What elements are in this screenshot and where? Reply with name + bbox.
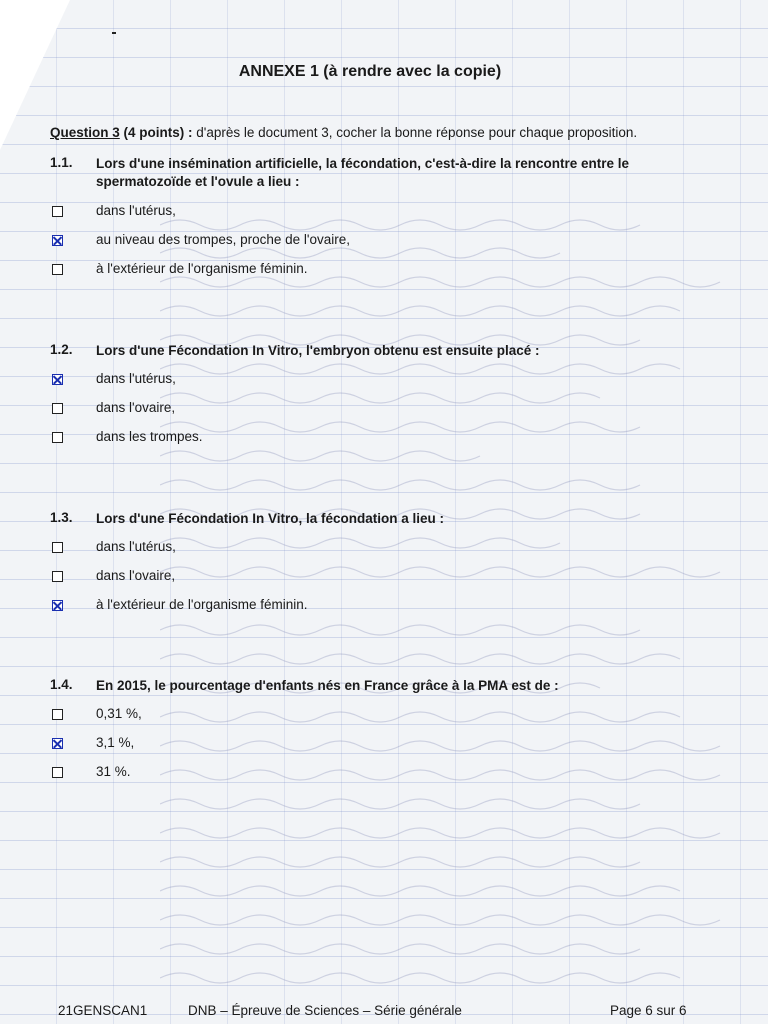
item-number: 1.2. (50, 342, 73, 357)
checkbox[interactable] (52, 767, 63, 778)
question-points: (4 points) : (123, 125, 193, 140)
checkbox-checked[interactable] (52, 235, 63, 246)
footer-exam: DNB – Épreuve de Sciences – Série générale (188, 1003, 462, 1018)
checkbox[interactable] (52, 264, 63, 275)
stray-mark (112, 32, 116, 34)
option-label: 0,31 %, (96, 706, 142, 721)
item-number: 1.3. (50, 510, 73, 525)
option-label: dans les trompes. (96, 429, 203, 444)
checkbox[interactable] (52, 571, 63, 582)
option-label: dans l'ovaire, (96, 568, 176, 583)
question-label: Question 3 (50, 125, 120, 140)
option-label: à l'extérieur de l'organisme féminin. (96, 597, 308, 612)
item-number: 1.1. (50, 155, 73, 170)
option-label: dans l'ovaire, (96, 400, 176, 415)
question-instruction: d'après le document 3, cocher la bonne réponse pour chaque proposition. (196, 125, 638, 140)
checkbox-checked[interactable] (52, 600, 63, 611)
annex-title: ANNEXE 1 (à rendre avec la copie) (238, 63, 502, 80)
item-question: Lors d'une insémination artificielle, la fécondation, c'est-à-dire la rencontre entre le spermatozoïde et l'ovule a lieu : (96, 156, 630, 189)
checkbox-checked[interactable] (52, 738, 63, 749)
footer-code: 21GENSCAN1 (58, 1003, 148, 1018)
item-number: 1.4. (50, 677, 73, 692)
footer-page: Page 6 sur 6 (610, 1003, 687, 1018)
checkbox[interactable] (52, 432, 63, 443)
option-label: 3,1 %, (96, 735, 135, 750)
option-label: dans l'utérus, (96, 539, 176, 554)
option-label: au niveau des trompes, proche de l'ovaire, (96, 232, 350, 247)
checkbox[interactable] (52, 206, 63, 217)
item-question: En 2015, le pourcentage d'enfants nés en France grâce à la PMA est de : (96, 678, 559, 693)
option-label: dans l'utérus, (96, 203, 176, 218)
item-question: Lors d'une Fécondation In Vitro, l'embryon obtenu est ensuite placé : (96, 343, 540, 358)
option-label: dans l'utérus, (96, 371, 176, 386)
question-header (50, 125, 637, 140)
checkbox[interactable] (52, 403, 63, 414)
option-label: à l'extérieur de l'organisme féminin. (96, 261, 308, 276)
checkbox[interactable] (52, 542, 63, 553)
checkbox-checked[interactable] (52, 374, 63, 385)
item-question: Lors d'une Fécondation In Vitro, la fécondation a lieu : (96, 511, 444, 526)
option-label: 31 %. (96, 764, 131, 779)
checkbox[interactable] (52, 709, 63, 720)
